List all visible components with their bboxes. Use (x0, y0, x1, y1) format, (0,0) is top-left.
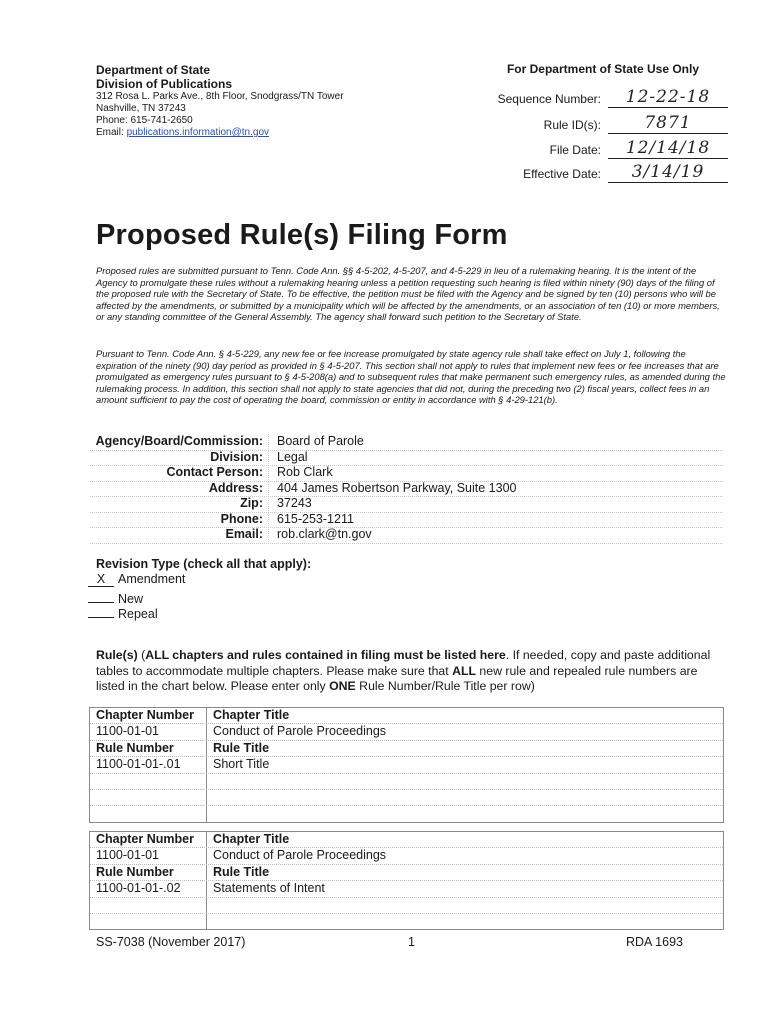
sequence-number-row (478, 86, 728, 108)
division-row (90, 450, 723, 467)
zip-label: Zip: (240, 496, 263, 510)
table-row (90, 741, 723, 757)
phone-row (90, 512, 723, 529)
page-title: Proposed Rule(s) Filing Form (96, 219, 508, 251)
new-label: New (118, 592, 144, 606)
chapter-title-cell[interactable]: Conduct of Parole Proceedings (213, 724, 387, 739)
form-id: SS-7038 (November 2017) (96, 935, 246, 949)
file-date-value[interactable]: 12/14/18 (608, 138, 728, 159)
table-row (90, 708, 723, 724)
rules-bold-5: ONE (329, 679, 356, 693)
file-date-row (478, 137, 728, 159)
rules-table-2 (89, 831, 724, 930)
address-value[interactable]: 404 James Robertson Parkway, Suite 1300 (277, 480, 517, 495)
address-row (90, 481, 723, 498)
revision-option-repeal[interactable] (88, 603, 158, 619)
rules-text-3: new rule and repealed rule numbers are listed in the chart below. Please enter only (96, 663, 698, 693)
repeal-label: Repeal (118, 607, 158, 621)
department-info (96, 63, 344, 139)
rules-text-4: Rule Number/Rule Title per row) (355, 679, 535, 693)
agency-value[interactable]: Board of Parole (277, 434, 364, 448)
agency-row (90, 434, 723, 451)
chapter-number-header: Chapter Number (96, 708, 194, 722)
repeal-checkbox[interactable] (88, 603, 114, 618)
table-row-empty[interactable] (90, 898, 723, 914)
effective-date-value[interactable]: 3/14/19 (608, 162, 728, 183)
zip-value[interactable]: 37243 (277, 496, 312, 510)
chapter-number-header: Chapter Number (96, 832, 194, 846)
new-checkbox[interactable] (88, 588, 114, 603)
file-date-label: File Date: (549, 143, 601, 157)
table-row (90, 832, 723, 848)
rule-title-header: Rule Title (213, 740, 270, 755)
email-label: Email: (96, 127, 127, 138)
rule-id-value[interactable]: 7871 (608, 113, 728, 134)
phone-value[interactable]: 615-253-1211 (277, 511, 354, 526)
table-row-empty[interactable] (90, 790, 723, 806)
state-use-title: For Department of State Use Only (506, 62, 700, 76)
rules-bold-1: Rule(s) (96, 648, 142, 662)
email-field-value[interactable]: rob.clark@tn.gov (277, 527, 372, 541)
table-row (90, 724, 723, 740)
address-label: Address: (208, 480, 263, 495)
rule-id-row (478, 112, 728, 134)
chapter-number-cell[interactable]: 1100-01-01 (96, 724, 160, 739)
division-name: Division of Publications (96, 77, 233, 91)
rule-id-label: Rule ID(s): (543, 118, 601, 132)
chapter-title-cell[interactable]: Conduct of Parole Proceedings (213, 848, 387, 863)
rule-title-cell[interactable]: Statements of Intent (213, 881, 325, 896)
sequence-number-value[interactable]: 12-22-18 (608, 87, 728, 108)
division-value[interactable]: Legal (277, 449, 308, 464)
department-email-link[interactable]: publications.information@tn.gov (126, 127, 270, 138)
rule-number-cell[interactable]: 1100-01-01-.01 (96, 757, 181, 772)
table-row (90, 865, 723, 881)
rules-bold-2: ALL (145, 648, 169, 662)
chapter-number-cell[interactable]: 1100-01-01 (96, 848, 160, 863)
rules-table-1 (89, 707, 724, 823)
rules-bold-3: chapters and rules contained in filing must be listed here (168, 648, 506, 662)
rules-bold-4: ALL (452, 663, 477, 678)
rules-text-1: ( (141, 648, 146, 662)
table-row-empty[interactable] (90, 914, 723, 929)
chapter-title-header: Chapter Title (213, 708, 290, 722)
rule-title-header: Rule Title (213, 864, 270, 879)
page-number: 1 (408, 935, 415, 949)
email-field-label: Email: (225, 527, 263, 541)
contact-person-label: Contact Person: (166, 465, 263, 479)
table-row (90, 848, 723, 864)
contact-person-row (90, 465, 723, 482)
address-line2: Nashville, TN 37243 (96, 103, 186, 114)
rule-number-cell[interactable]: 1100-01-01-.02 (96, 881, 181, 896)
rules-instructions (96, 648, 728, 695)
rule-number-header: Rule Number (96, 864, 174, 879)
department-name: Department of State (96, 63, 211, 77)
zip-row (90, 496, 723, 513)
table-row-empty[interactable] (90, 774, 723, 790)
intro-paragraph-1: Proposed rules are submitted pursuant to Tenn. Code Ann. §§ 4-5-202, 4-5-207, and 4-5-229 in lieu of a rulemaking hearing. It is the intent of the Agency to promulgate these rules without a rulemaking hearing unless a petition requesting such hearing is filed within ninety (90) days of the filing of the proposed rule with the Secretary of State. To be effective, the petition must be filed with the Agency and be signed by ten (10) persons who will be affected by the amendments, or submitted by a municipality which will be affected by the amendments, or an association of ten (10) or more members, or any standing committee of the General Assembly. The agency shall forward such petition to the Secretary of State. (96, 265, 720, 323)
address-line1: 312 Rosa L. Parks Ave., 8th Floor, Snodgrass/TN Tower (96, 91, 344, 102)
phone-label: Phone: (220, 511, 263, 526)
rda-number: RDA 1693 (626, 935, 683, 949)
rules-text-2: . If needed, copy and paste additional tables to accommodate multiple chapters. Please make sure that (96, 648, 711, 678)
amendment-checkbox[interactable]: X (88, 572, 114, 587)
sequence-number-label: Sequence Number: (497, 92, 601, 106)
department-phone: Phone: 615-741-2650 (96, 115, 193, 126)
department-email-line (96, 127, 344, 139)
rule-title-cell[interactable]: Short Title (213, 757, 270, 772)
table-row (90, 881, 723, 897)
agency-label: Agency/Board/Commission: (95, 434, 263, 448)
revision-option-new[interactable] (88, 588, 143, 604)
effective-date-label: Effective Date: (523, 167, 601, 181)
chapter-title-header: Chapter Title (213, 832, 290, 846)
revision-type-title: Revision Type (check all that apply): (96, 557, 312, 571)
division-label: Division: (210, 449, 263, 464)
email-row (90, 527, 723, 544)
contact-person-value[interactable]: Rob Clark (277, 465, 333, 479)
revision-option-amendment[interactable] (88, 572, 185, 588)
effective-date-row (478, 161, 728, 183)
table-row-empty[interactable] (90, 806, 723, 821)
amendment-label: Amendment (118, 572, 186, 586)
table-row (90, 757, 723, 773)
rule-number-header: Rule Number (96, 740, 174, 755)
intro-paragraph-2: Pursuant to Tenn. Code Ann. § 4-5-229, any new fee or fee increase promulgated by state agency rule shall take effect on July 1, following the expiration of the ninety (90) day period as provided in § 4-5-207. This section shall not apply to rules that implement new fees or fee increases that are promulgated as emergency rules pursuant to § 4-5-208(a) and to subsequent rules that make permanent such emergency rules, as amended during the rulemaking process. In addition, this section shall not apply to state agencies that did not, during the preceding two (2) fiscal years, collect fees in an amount sufficient to pay the cost of operating the board, commission or entity in accordance with § 4-29-121(b). (96, 348, 726, 406)
